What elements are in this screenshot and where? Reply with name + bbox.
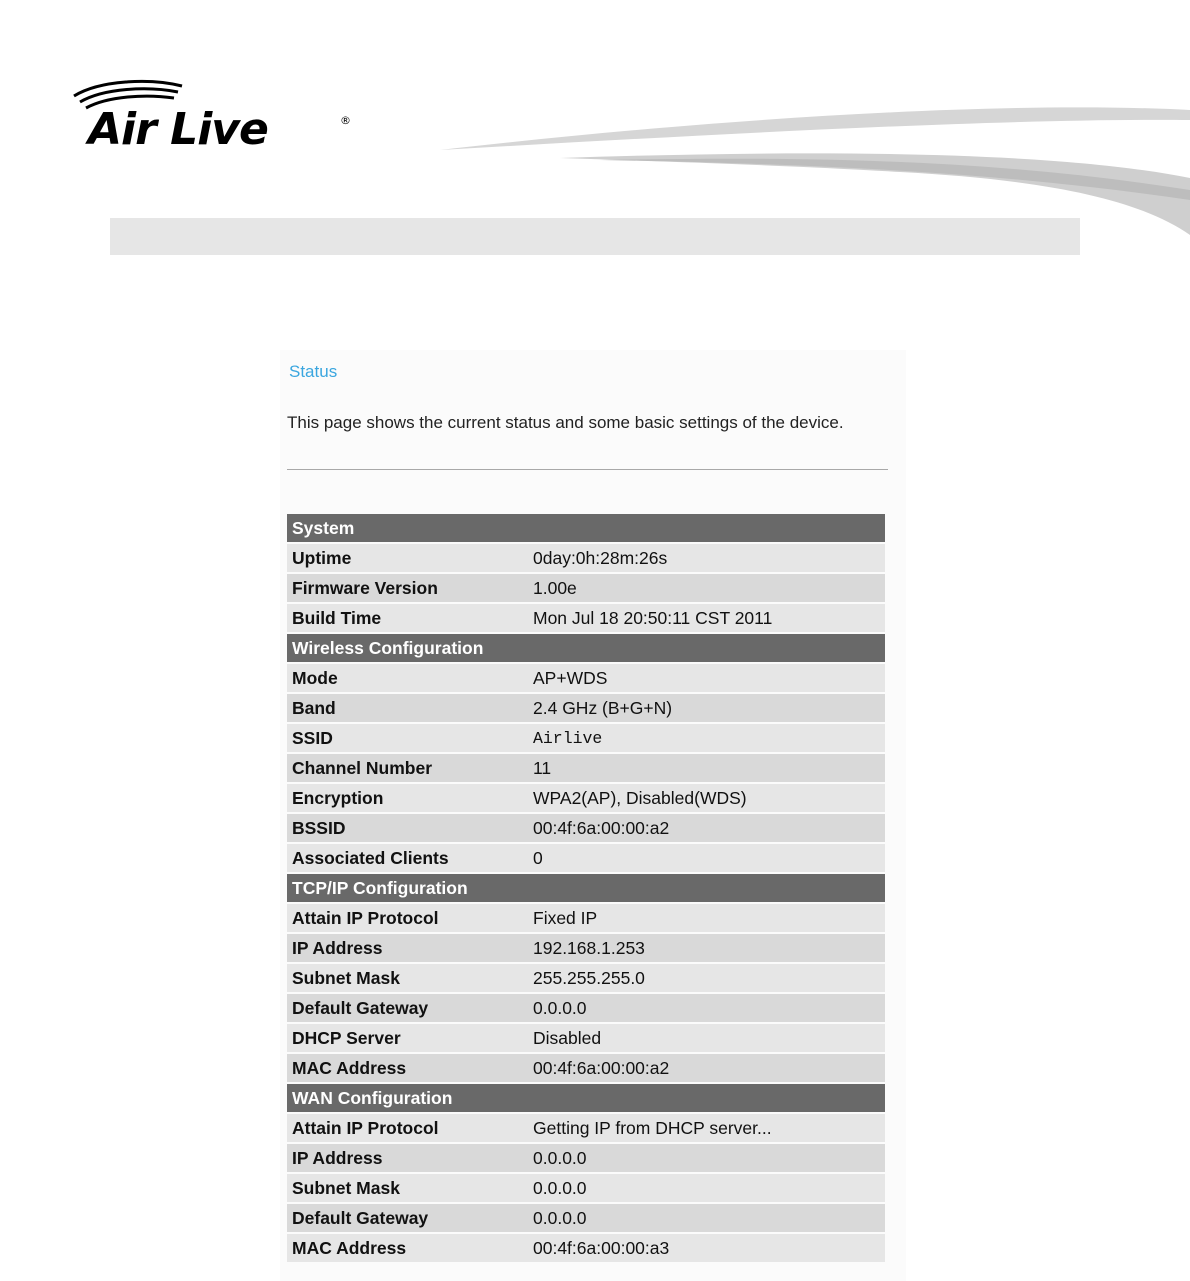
section-header-tcpip xyxy=(287,874,885,902)
band-value: 2.4 GHz (B+G+N) xyxy=(528,694,885,722)
status-table xyxy=(287,512,885,1264)
table-row xyxy=(287,994,885,1022)
table-row xyxy=(287,844,885,872)
section-title: System xyxy=(287,514,885,542)
lan-gateway-value: 0.0.0.0 xyxy=(528,994,885,1022)
row-label: Build Time xyxy=(287,604,528,632)
row-label: Default Gateway xyxy=(287,994,528,1022)
lan-mac-value: 00:4f:6a:00:00:a2 xyxy=(528,1054,885,1082)
table-row xyxy=(287,754,885,782)
row-label: SSID xyxy=(287,724,528,752)
row-label: Encryption xyxy=(287,784,528,812)
row-label: Band xyxy=(287,694,528,722)
table-row xyxy=(287,1024,885,1052)
section-header-system xyxy=(287,514,885,542)
row-label: MAC Address xyxy=(287,1054,528,1082)
section-title: TCP/IP Configuration xyxy=(287,874,885,902)
channel-value: 11 xyxy=(528,754,885,782)
divider xyxy=(287,469,888,470)
dhcp-value: Disabled xyxy=(528,1024,885,1052)
table-row xyxy=(287,604,885,632)
airlive-logo xyxy=(70,78,360,158)
status-panel xyxy=(280,350,906,1281)
section-title: WAN Configuration xyxy=(287,1084,885,1112)
header-bar xyxy=(110,218,1080,255)
row-label: BSSID xyxy=(287,814,528,842)
row-label: Channel Number xyxy=(287,754,528,782)
table-row xyxy=(287,1144,885,1172)
table-row xyxy=(287,814,885,842)
ssid-value: Airlive xyxy=(528,724,885,752)
mode-value: AP+WDS xyxy=(528,664,885,692)
table-row xyxy=(287,1234,885,1262)
row-label: IP Address xyxy=(287,1144,528,1172)
bssid-value: 00:4f:6a:00:00:a2 xyxy=(528,814,885,842)
uptime-value: 0day:0h:28m:26s xyxy=(528,544,885,572)
build-time-value: Mon Jul 18 20:50:11 CST 2011 xyxy=(528,604,885,632)
section-title: Wireless Configuration xyxy=(287,634,885,662)
wan-ip-value: 0.0.0.0 xyxy=(528,1144,885,1172)
row-label: MAC Address xyxy=(287,1234,528,1262)
firmware-value: 1.00e xyxy=(528,574,885,602)
lan-protocol-value: Fixed IP xyxy=(528,904,885,932)
wan-gateway-value: 0.0.0.0 xyxy=(528,1204,885,1232)
row-label: Subnet Mask xyxy=(287,1174,528,1202)
section-header-wan xyxy=(287,1084,885,1112)
wan-protocol-value: Getting IP from DHCP server... xyxy=(528,1114,885,1142)
row-label: Default Gateway xyxy=(287,1204,528,1232)
brand-name: Air Live xyxy=(88,104,268,155)
wan-mac-value: 00:4f:6a:00:00:a3 xyxy=(528,1234,885,1262)
table-row xyxy=(287,784,885,812)
clients-value: 0 xyxy=(528,844,885,872)
row-label: IP Address xyxy=(287,934,528,962)
encryption-value: WPA2(AP), Disabled(WDS) xyxy=(528,784,885,812)
row-label: Associated Clients xyxy=(287,844,528,872)
table-row xyxy=(287,724,885,752)
table-row xyxy=(287,1114,885,1142)
page-title: Status xyxy=(289,362,338,381)
row-label: Mode xyxy=(287,664,528,692)
table-row xyxy=(287,1054,885,1082)
table-row xyxy=(287,1174,885,1202)
table-row xyxy=(287,1204,885,1232)
lan-mask-value: 255.255.255.0 xyxy=(528,964,885,992)
row-label: Attain IP Protocol xyxy=(287,904,528,932)
row-label: DHCP Server xyxy=(287,1024,528,1052)
registered-mark: ® xyxy=(340,114,351,127)
wan-mask-value: 0.0.0.0 xyxy=(528,1174,885,1202)
lan-ip-value: 192.168.1.253 xyxy=(528,934,885,962)
table-row xyxy=(287,574,885,602)
section-header-wireless xyxy=(287,634,885,662)
row-label: Attain IP Protocol xyxy=(287,1114,528,1142)
page-description: This page shows the current status and some basic settings of the device. xyxy=(287,413,844,432)
row-label: Firmware Version xyxy=(287,574,528,602)
table-row xyxy=(287,694,885,722)
table-row xyxy=(287,664,885,692)
table-row xyxy=(287,904,885,932)
table-row xyxy=(287,964,885,992)
row-label: Subnet Mask xyxy=(287,964,528,992)
table-row xyxy=(287,934,885,962)
row-label: Uptime xyxy=(287,544,528,572)
table-row xyxy=(287,544,885,572)
